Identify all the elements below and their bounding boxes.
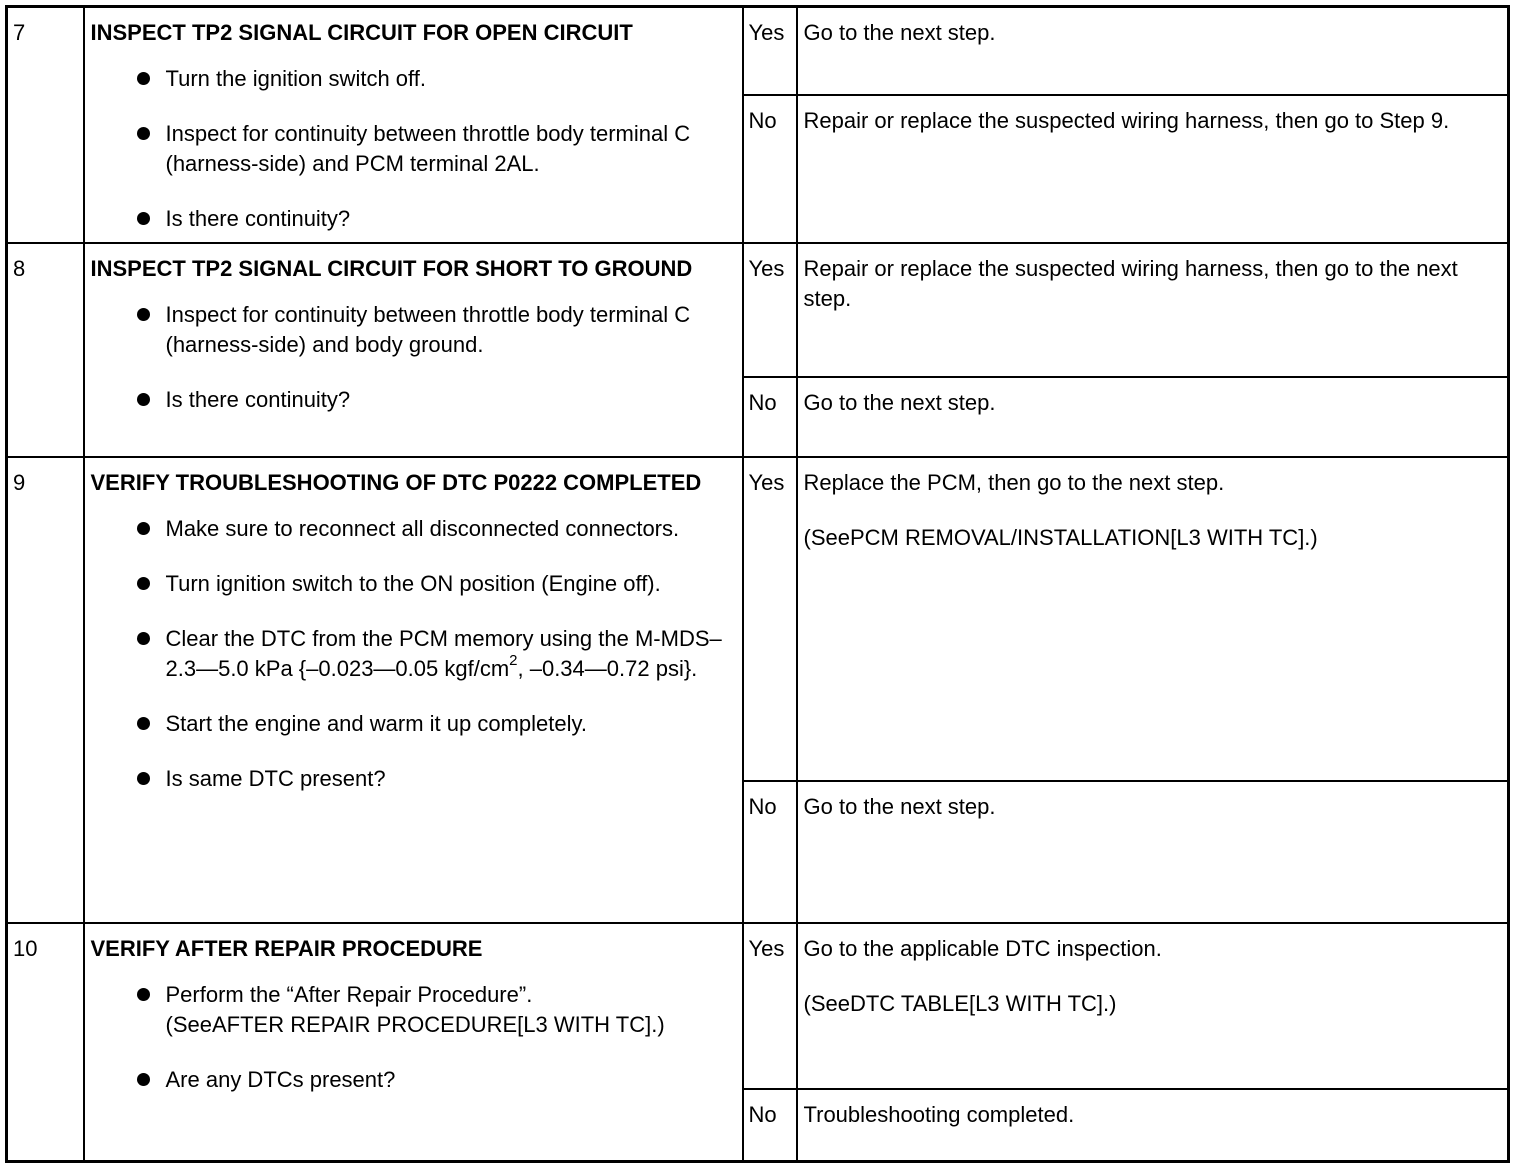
no-label: No (743, 1089, 797, 1162)
bullet-icon (137, 717, 150, 730)
action-text: Go to the next step. (803, 20, 996, 45)
bullet-text: Is there continuity? (165, 206, 351, 231)
step-title: INSPECT TP2 SIGNAL CIRCUIT FOR OPEN CIRCUIT (90, 20, 633, 45)
action-text: Repair or replace the suspected wiring harness, then go to Step 9. (803, 107, 1450, 133)
step-bullets (91, 64, 736, 234)
step-number: 7 (7, 7, 84, 243)
step-7-procedure (84, 7, 743, 243)
yes-action (797, 7, 1509, 95)
action-text: Troubleshooting completed. (803, 1101, 1075, 1127)
bullet-item (137, 385, 736, 415)
step-10-procedure (84, 923, 743, 1162)
bullet-text: Start the engine and warm it up completely. (165, 710, 587, 736)
bullet-item (137, 980, 736, 1010)
step-title: VERIFY TROUBLESHOOTING OF DTC P0222 COMPLETED (90, 469, 702, 495)
bullet-item (137, 204, 736, 234)
yes-action (797, 243, 1509, 377)
action-text: Go to the next step. (803, 389, 996, 415)
bullet-item (137, 64, 736, 94)
bullet-text: Perform the “After Repair Procedure”. (165, 981, 533, 1007)
step-10-yes-row (7, 923, 1509, 1089)
step-number: 9 (7, 457, 84, 923)
yes-action (797, 923, 1509, 1089)
yes-label: Yes (743, 243, 797, 377)
no-label: No (743, 377, 797, 457)
action-text: Go to the applicable DTC inspection. (803, 935, 1162, 961)
bullet-text: Turn ignition switch to the ON position (Engine off). (165, 570, 661, 596)
bullet-icon (137, 632, 150, 645)
bullet-item (137, 300, 736, 360)
bullet-item (137, 514, 736, 544)
bullet-item (137, 624, 736, 684)
see-reference-link[interactable]: (SeePCM REMOVAL/INSTALLATION[L3 WITH TC].) (803, 524, 1318, 550)
bullet-text: Is there continuity? (165, 386, 351, 412)
bullet-icon (137, 772, 150, 785)
bullet-text: Clear the DTC from the PCM memory using the M-MDS–2.3—5.0 kPa {–0.023—0.05 kgf/cm (165, 625, 722, 681)
bullet-icon (137, 393, 150, 406)
step-bullets (91, 300, 736, 415)
bullet-item (137, 709, 736, 739)
bullet-item (137, 764, 736, 794)
bullet-item (137, 119, 736, 179)
yes-label: Yes (743, 457, 797, 781)
no-action (797, 781, 1509, 923)
yes-label: Yes (743, 7, 797, 95)
step-number: 8 (7, 243, 84, 457)
bullet-icon (137, 72, 150, 85)
bullet-icon (137, 522, 150, 535)
bullet-icon (137, 212, 150, 225)
step-title: VERIFY AFTER REPAIR PROCEDURE (90, 935, 483, 961)
step-number: 10 (7, 923, 84, 1162)
step-title: INSPECT TP2 SIGNAL CIRCUIT FOR SHORT TO GROUND (90, 255, 693, 281)
bullet-text: Is same DTC present? (165, 765, 386, 791)
yes-action (797, 457, 1509, 781)
step-9-yes-row (7, 457, 1509, 781)
no-label: No (743, 95, 797, 243)
bullet-item (137, 1065, 736, 1095)
action-text: Go to the next step. (803, 793, 996, 819)
bullet-text: Are any DTCs present? (165, 1066, 396, 1092)
bullet-text-tail: , –0.34—0.72 psi}. (517, 655, 698, 681)
no-action (797, 95, 1509, 243)
yes-label: Yes (743, 923, 797, 1089)
see-reference-link[interactable]: (SeeDTC TABLE[L3 WITH TC].) (803, 990, 1117, 1016)
step-bullets (91, 980, 736, 1010)
bullet-text: Inspect for continuity between throttle body terminal C (harness-side) and PCM terminal 2AL. (165, 121, 691, 176)
see-reference-link[interactable]: (SeeAFTER REPAIR PROCEDURE[L3 WITH TC].) (165, 1011, 665, 1037)
troubleshooting-table (5, 5, 1510, 1163)
step-8-yes-row (7, 243, 1509, 377)
bullet-text: Inspect for continuity between throttle body terminal C (harness-side) and body ground. (165, 301, 691, 357)
no-label: No (743, 781, 797, 923)
bullet-icon (137, 127, 150, 140)
bullet-icon (137, 577, 150, 590)
step-bullets (91, 514, 736, 794)
no-action (797, 377, 1509, 457)
bullet-icon (137, 1073, 150, 1086)
step-9-procedure (84, 457, 743, 923)
step-8-procedure (84, 243, 743, 457)
bullet-text: Turn the ignition switch off. (165, 66, 426, 91)
bullet-text: Make sure to reconnect all disconnected connectors. (165, 515, 680, 541)
action-text: Repair or replace the suspected wiring harness, then go to the next step. (803, 255, 1458, 311)
action-text: Replace the PCM, then go to the next step. (803, 469, 1225, 495)
bullet-icon (137, 308, 150, 321)
bullet-item (137, 569, 736, 599)
superscript: 2 (509, 652, 518, 670)
no-action (797, 1089, 1509, 1162)
step-7-yes-row (7, 7, 1509, 95)
bullet-icon (137, 988, 150, 1001)
step-bullets (91, 1065, 736, 1095)
